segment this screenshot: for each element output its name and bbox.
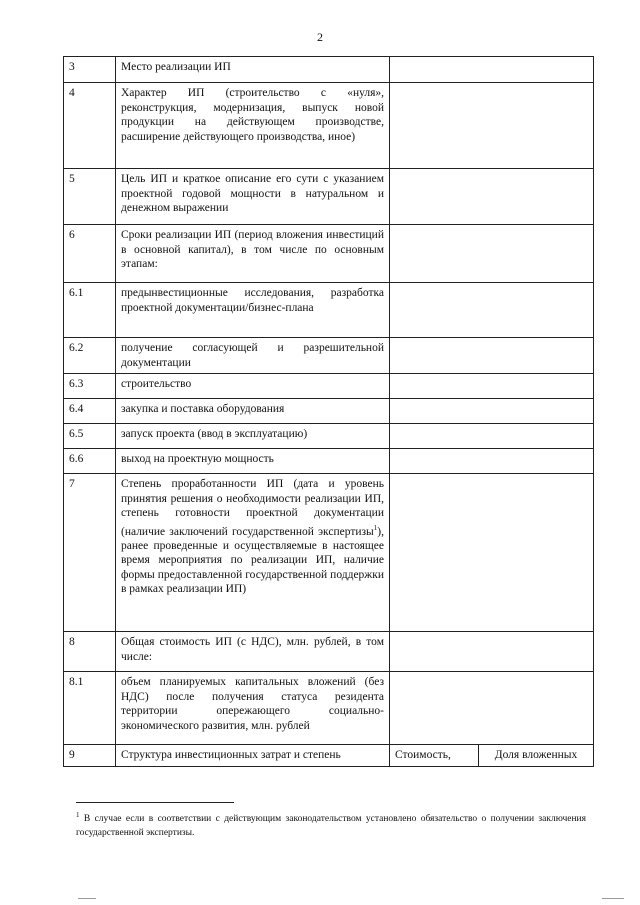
row-number: 8 (64, 632, 116, 672)
row-number: 6.6 (64, 449, 116, 474)
row-description: Характер ИП (строительство с «нуля», реконструкция, модернизация, выпуск новой продукции на действующем производстве, расширение действующего производства, иное) (116, 83, 390, 169)
row-value-cell (390, 745, 594, 767)
row-description-part: Степень проработанности ИП (дата и уровень принятия решения о необходимости реализации ИП, степень готовности проектной документации (наличие заключений государственной экспертизы (121, 478, 384, 538)
row-value-cell (390, 424, 594, 449)
row-description: Цель ИП и краткое описание его сути с указанием проектной годовой мощности в натуральном и денежном выражении (116, 169, 390, 225)
table-row (64, 57, 594, 83)
page-number: 2 (317, 30, 323, 44)
row-number: 9 (64, 745, 116, 767)
row-description: объем планируемых капитальных вложений (без НДС) после получения статуса резидента территории опережающего социально-экономического развития, млн. рублей (116, 672, 390, 745)
row-number: 6.3 (64, 374, 116, 399)
row-value-cell (390, 449, 594, 474)
scan-edge-mark (602, 898, 624, 899)
row-number: 6 (64, 225, 116, 283)
row-description (116, 474, 390, 632)
share-column-header: Доля вложенных (494, 749, 578, 761)
investment-project-table (63, 56, 594, 767)
footnote-marker: 1 (76, 811, 80, 819)
row-number: 6.4 (64, 399, 116, 424)
footnote-text: В случае если в соответствии с действующим законодательством установлено обязательство о получении заключения государственной экспертизы. (76, 814, 586, 839)
row-number: 3 (64, 57, 116, 83)
table-row (64, 283, 594, 338)
table-row (64, 225, 594, 283)
row-value-cell (390, 283, 594, 338)
row-description: Общая стоимость ИП (с НДС), млн. рублей, в том числе: (116, 632, 390, 672)
row-number: 6.2 (64, 338, 116, 374)
row-value-cell (390, 169, 594, 225)
table-row (64, 474, 594, 632)
row-description: предынвестиционные исследования, разработка проектной документации/бизнес-плана (116, 283, 390, 338)
row-description: Место реализации ИП (116, 57, 390, 83)
row-value-cell (390, 672, 594, 745)
row-number: 4 (64, 83, 116, 169)
table-row (64, 424, 594, 449)
scan-edge-mark (78, 898, 96, 899)
table-row (64, 83, 594, 169)
row-description: строительство (116, 374, 390, 399)
row-description: Структура инвестиционных затрат и степень (116, 745, 390, 767)
row-number: 8.1 (64, 672, 116, 745)
row-value-cell (390, 57, 594, 83)
row-value-cell (390, 338, 594, 374)
row-description: Сроки реализации ИП (период вложения инвестиций в основной капитал), в том числе по основным этапам: (116, 225, 390, 283)
table-row (64, 672, 594, 745)
table-row (64, 745, 594, 767)
row-description: закупка и поставка оборудования (116, 399, 390, 424)
table-row (64, 374, 594, 399)
row-value-cell (390, 374, 594, 399)
footnote-separator (76, 802, 234, 803)
footnote-reference: 1 (373, 523, 378, 532)
row-description: получение согласующей и разрешительной документации (116, 338, 390, 374)
row-description: выход на проектную мощность (116, 449, 390, 474)
row-description: запуск проекта (ввод в эксплуатацию) (116, 424, 390, 449)
row-number: 5 (64, 169, 116, 225)
row-value-cell (390, 399, 594, 424)
table-row (64, 399, 594, 424)
table-row (64, 169, 594, 225)
table-row (64, 338, 594, 374)
row-number: 7 (64, 474, 116, 632)
row-value-cell (390, 474, 594, 632)
row-value-cell (390, 632, 594, 672)
row-number: 6.5 (64, 424, 116, 449)
footnote (76, 808, 586, 840)
row-value-cell (390, 83, 594, 169)
row-value-cell (390, 225, 594, 283)
table-row (64, 632, 594, 672)
table-row (64, 449, 594, 474)
cost-column-header: Стоимость, (390, 745, 479, 766)
row-number: 6.1 (64, 283, 116, 338)
row-description-part: ), ранее проведенные и осуществляемые в настоящее время мероприятия по реализации ИП, наличие формы предоставленной государственной поддержки в рамках реализации ИП) (121, 525, 384, 596)
